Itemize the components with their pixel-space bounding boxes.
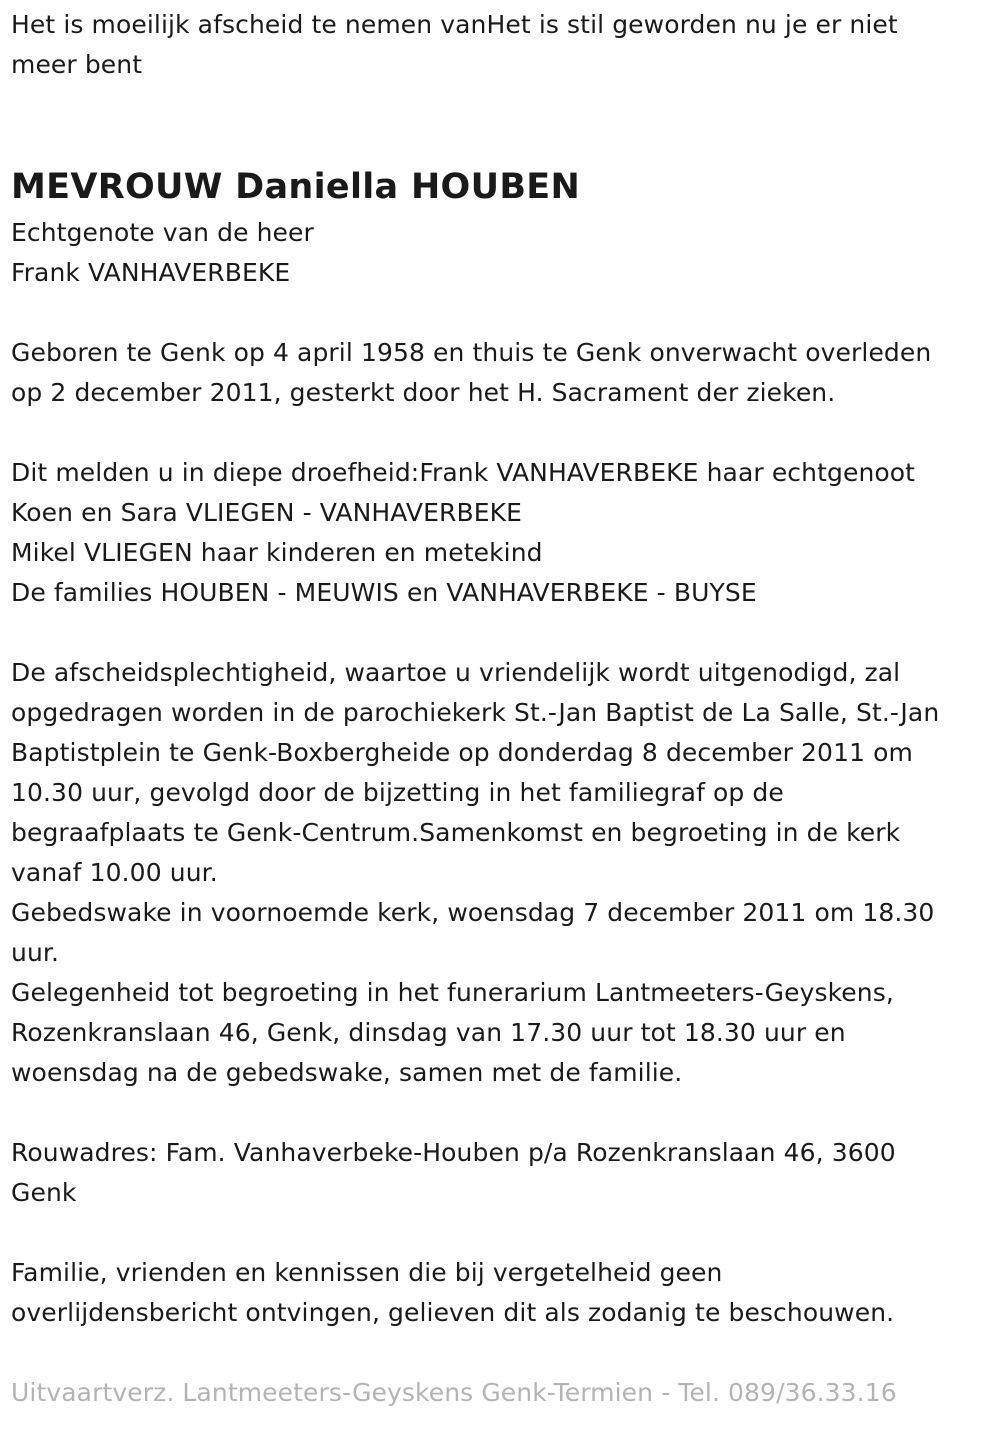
family-line: Dit melden u in diepe droefheid:Frank VANHAVERBEKE haar echtgenoot	[11, 458, 916, 487]
ceremony-line: vanaf 10.00 uur.	[11, 858, 218, 887]
visitation-line: Gelegenheid tot begroeting in het funerarium Lantmeeters-Geyskens,	[11, 978, 894, 1007]
ceremony-line: begraafplaats te Genk-Centrum.Samenkomst en begroeting in de kerk	[11, 818, 901, 847]
notice-text	[11, 1253, 894, 1333]
mourning-address	[11, 1133, 896, 1213]
birth-death-line: Geboren te Genk op 4 april 1958 en thuis te Genk onverwacht overleden	[11, 338, 932, 367]
ceremony-line: opgedragen worden in de parochiekerk St.-Jan Baptist de La Salle, St.-Jan	[11, 698, 940, 727]
spouse-line: Frank VANHAVERBEKE	[11, 258, 291, 287]
address-line: Rouwadres: Fam. Vanhaverbeke-Houben p/a Rozenkranslaan 46, 3600	[11, 1138, 896, 1167]
notice-line: overlijdensbericht ontvingen, gelieven dit als zodanig te beschouwen.	[11, 1298, 895, 1327]
ceremony-line: 10.30 uur, gevolgd door de bijzetting in het familiegraf op de	[11, 778, 784, 807]
undertaker-line: Uitvaartverz. Lantmeeters-Geyskens Genk-Termien - Tel. 089/36.33.16	[11, 1378, 897, 1407]
family-announcement	[11, 453, 915, 613]
intro-quote	[11, 5, 898, 85]
deceased-name: MEVROUW Daniella HOUBEN	[11, 167, 581, 207]
spouse-line: Echtgenote van de heer	[11, 218, 314, 247]
family-line: Mikel VLIEGEN haar kinderen en metekind	[11, 538, 543, 567]
visitation-line: woensdag na de gebedswake, samen met de familie.	[11, 1058, 683, 1087]
address-line: Genk	[11, 1178, 77, 1207]
ceremony-line: De afscheidsplechtigheid, waartoe u vriendelijk wordt uitgenodigd, zal	[11, 658, 901, 687]
birth-death-line: op 2 december 2011, gesterkt door het H. Sacrament der zieken.	[11, 378, 836, 407]
visitation-line: Rozenkranslaan 46, Genk, dinsdag van 17.30 uur tot 18.30 uur en	[11, 1018, 846, 1047]
birth-death-info	[11, 333, 931, 413]
ceremony-line: Baptistplein te Genk-Boxbergheide op donderdag 8 december 2011 om	[11, 738, 913, 767]
undertaker-footer	[11, 1373, 897, 1413]
vigil-line: Gebedswake in voornoemde kerk, woensdag 7 december 2011 om 18.30	[11, 898, 935, 927]
ceremony-info	[11, 653, 939, 1093]
spouse-info	[11, 213, 314, 293]
notice-line: Familie, vrienden en kennissen die bij vergetelheid geen	[11, 1258, 723, 1287]
family-line: Koen en Sara VLIEGEN - VANHAVERBEKE	[11, 498, 523, 527]
deceased-name-block	[11, 162, 580, 212]
family-line: De families HOUBEN - MEUWIS en VANHAVERBEKE - BUYSE	[11, 578, 757, 607]
vigil-line: uur.	[11, 938, 60, 967]
intro-line: Het is moeilijk afscheid te nemen vanHet is stil geworden nu je er niet	[11, 10, 898, 39]
intro-line: meer bent	[11, 50, 143, 79]
